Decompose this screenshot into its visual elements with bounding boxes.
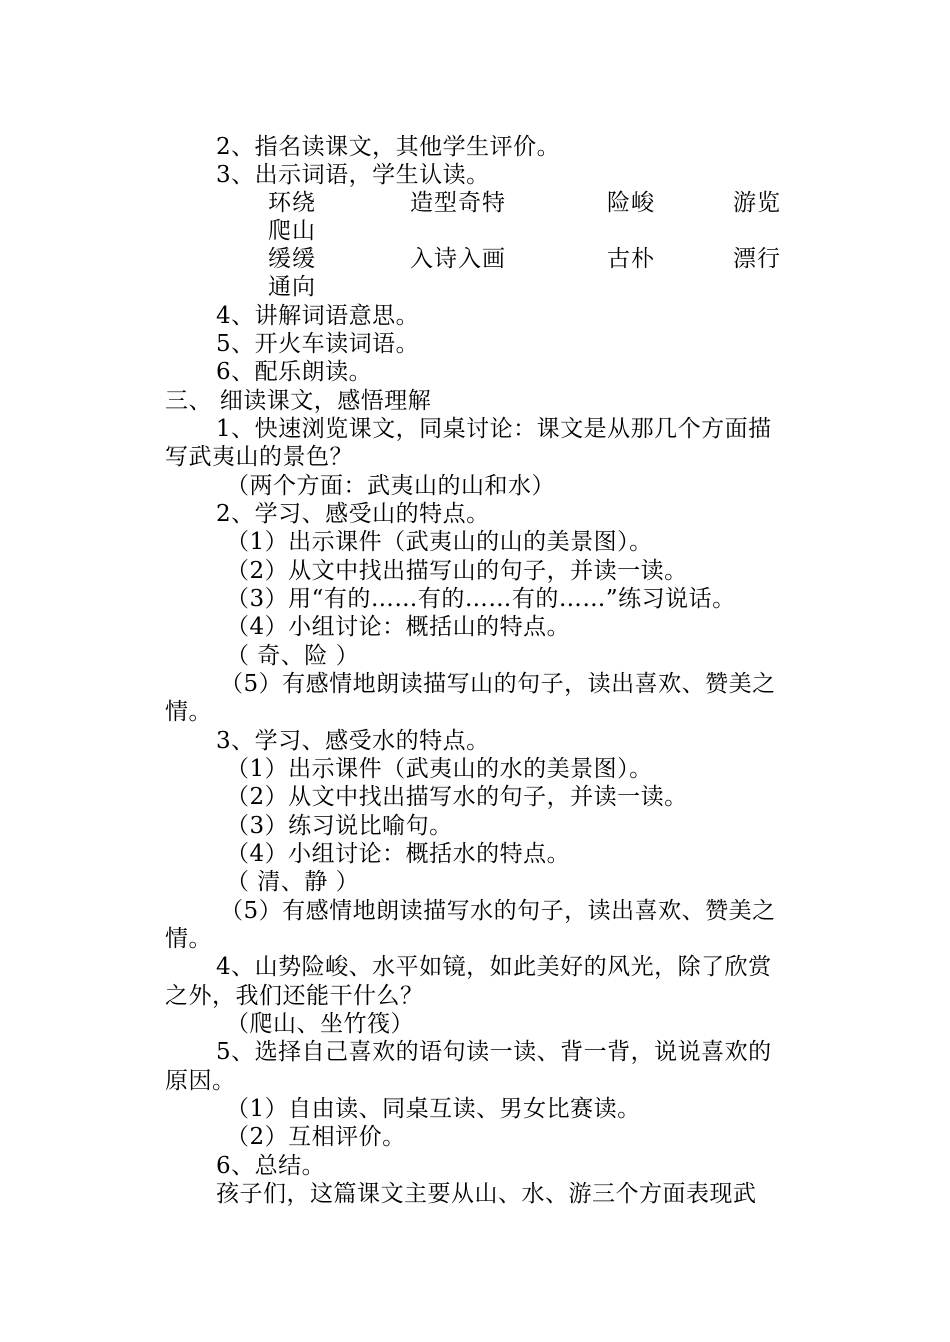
section-heading: 三、 细读课文，感悟理解 bbox=[165, 388, 432, 414]
text-line: 3、出示词语，学生认读。 bbox=[216, 162, 490, 188]
text-line: 4、山势险峻、水平如镜，如此美好的风光，除了欣赏 bbox=[216, 954, 772, 980]
text-line: （ 奇、险 ） bbox=[226, 643, 360, 669]
text-line: 情。 bbox=[165, 699, 212, 725]
text-line: （2）从文中找出描写水的句子，并读一读。 bbox=[226, 784, 688, 810]
vocab-word: 爬山 bbox=[268, 218, 316, 244]
vocab-word: 入诗入画 bbox=[410, 246, 506, 272]
text-line: 情。 bbox=[165, 926, 212, 952]
text-line: 6、总结。 bbox=[216, 1153, 326, 1179]
text-line: 原因。 bbox=[165, 1068, 236, 1094]
text-line: （5）有感情地朗读描写山的句子，读出喜欢、赞美之 bbox=[220, 671, 776, 697]
text-line: （4）小组讨论：概括水的特点。 bbox=[226, 841, 571, 867]
text-line: 之外，我们还能干什么？ bbox=[165, 983, 424, 1009]
text-line: 4、讲解词语意思。 bbox=[216, 303, 420, 329]
text-line: 6、配乐朗读。 bbox=[216, 359, 373, 385]
text-line: 5、选择自己喜欢的语句读一读、背一背，说说喜欢的 bbox=[216, 1039, 772, 1065]
text-line: （4）小组讨论：概括山的特点。 bbox=[226, 614, 571, 640]
text-line: 写武夷山的景色？ bbox=[165, 444, 353, 470]
text-line: 3、学习、感受水的特点。 bbox=[216, 728, 490, 754]
text-line: （1）出示课件（武夷山的山的美景图）。 bbox=[226, 529, 653, 555]
text-line: （两个方面：武夷山的山和水） bbox=[226, 473, 555, 499]
text-line: （爬山、坐竹筏） bbox=[226, 1011, 414, 1037]
text-line: （1）自由读、同桌互读、男女比赛读。 bbox=[226, 1096, 641, 1122]
text-line: （3）练习说比喻句。 bbox=[226, 813, 453, 839]
vocab-word: 险峻 bbox=[607, 190, 655, 216]
text-line: 1、快速浏览课文，同桌讨论：课文是从那几个方面描 bbox=[216, 416, 772, 442]
text-line: 2、学习、感受山的特点。 bbox=[216, 501, 490, 527]
vocab-word: 造型奇特 bbox=[410, 190, 506, 216]
vocab-word: 环绕 bbox=[268, 190, 316, 216]
text-line: （2）互相评价。 bbox=[226, 1124, 406, 1150]
vocab-word: 漂行 bbox=[733, 246, 781, 272]
vocab-word: 游览 bbox=[733, 190, 781, 216]
text-line: （1）出示课件（武夷山的水的美景图）。 bbox=[226, 756, 653, 782]
vocab-word: 缓缓 bbox=[268, 246, 316, 272]
text-line: 2、指名读课文，其他学生评价。 bbox=[216, 134, 561, 160]
text-line: （2）从文中找出描写山的句子，并读一读。 bbox=[226, 558, 688, 584]
text-line: 孩子们，这篇课文主要从山、水、游三个方面表现武 bbox=[216, 1181, 757, 1207]
text-line: （3）用“有的……有的……有的……”练习说话。 bbox=[226, 586, 736, 612]
vocab-word: 通向 bbox=[268, 274, 316, 300]
text-line: （ 清、静 ） bbox=[226, 869, 360, 895]
vocab-word: 古朴 bbox=[607, 246, 655, 272]
text-line: 5、开火车读词语。 bbox=[216, 331, 420, 357]
text-line: （5）有感情地朗读描写水的句子，读出喜欢、赞美之 bbox=[220, 898, 776, 924]
